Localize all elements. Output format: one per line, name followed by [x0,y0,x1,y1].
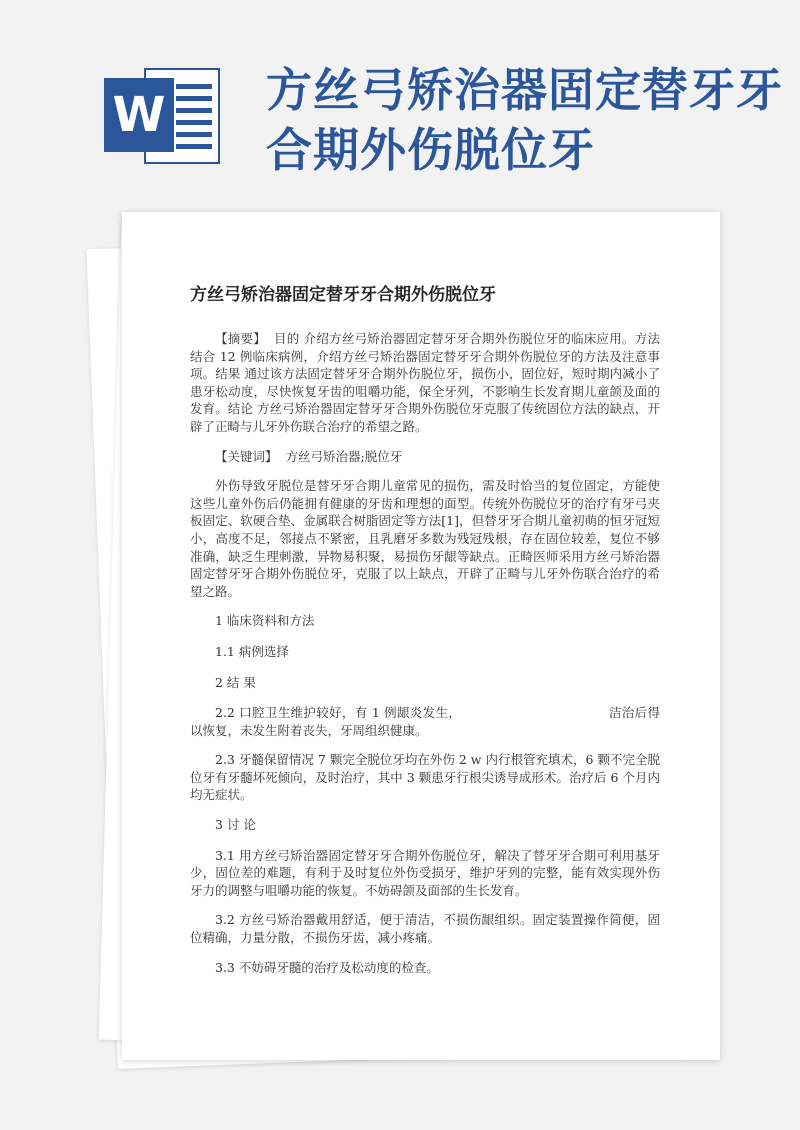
abstract-text: 目的 介绍方丝弓矫治器固定替牙牙合期外伤脱位牙的临床应用。方法 结合 12 例临床病例，介绍方丝弓矫治器固定替牙牙合期外伤脱位牙的方法及注意事项。结果 通过该方法固定替牙牙合期外伤脱位牙，损伤小，固位好，短时期内减小了患牙松动度，尽快恢复牙齿的咀嚼功能，保全牙列，不影响生长发育期儿童颌及面的发育。结论 方丝弓矫治器固定替牙牙合期外伤脱位牙克服了传统固位方法的缺点，开辟了正畸与儿牙外伤联合治疗的希望之路。 [190,331,660,434]
section-heading: 1.1 病例选择 [215,643,289,659]
document-title: 方丝弓矫治器固定替牙牙合期外伤脱位牙 [190,285,496,305]
page-header [0,0,800,200]
result-paragraph: 2.2 口腔卫生维护较好，有 1 例龈炎发生， 洁治后得以恢复，未发生附着丧失，牙周组织健康。 [190,705,660,738]
section-heading: 3 讨 论 [215,817,256,833]
document-page [122,212,720,1060]
section-heading: 1 临床资料和方法 [215,613,315,629]
discussion-paragraph: 3.2 方丝弓矫治器戴用舒适，便于清洁，不损伤龈组织。固定装置操作简便，固位精确，力量分散，不损伤牙齿，减小疼痛。 [190,912,660,946]
discussion-paragraph: 3.3 不妨碍牙髓的治疗及松动度的检查。 [215,959,439,975]
keywords-text: 方丝弓矫治器;脱位牙 [285,448,403,464]
document-body [190,330,660,988]
keywords-tag: 【关键词】 [215,448,278,464]
word-w-tile: W [104,78,174,152]
header-title: 方丝弓矫治器固定替牙牙合期外伤脱位牙 [266,63,783,177]
word-icon [104,60,222,170]
discussion-paragraph: 3.1 用方丝弓矫治器固定替牙牙合期外伤脱位牙，解决了替牙牙合期可利用基牙少，固位差的难题，有利于及时复位外伤受损牙，维护牙列的完整，能有效实现外伤牙力的调整与咀嚼功能的恢复。不妨碍颌及面部的生长发育。 [190,847,660,898]
abstract-tag: 【摘要】 [215,331,266,346]
section-heading: 2 结 果 [215,674,256,690]
intro-paragraph: 外伤导致牙脱位是替牙牙合期儿童常见的损伤，需及时恰当的复位固定，方能使这些儿童外伤后仍能拥有健康的牙齿和理想的面型。传统外伤脱位牙的治疗有牙弓夹板固定、软硬合垫、金属联合树脂固定等方法[1]，但替牙牙合期儿童初萌的恒牙冠短小，高度不足，邻接点不紧密，且乳磨牙多数为残冠残根，存在固位较差，复位不够准确，缺乏生理刺激，异物易积聚，易损伤牙龈等缺点。正畸医师采用方丝弓矫治器固定替牙牙合期外伤脱位牙，克服了以上缺点，开辟了正畸与儿牙外伤联合治疗的希望之路。 [190,478,660,599]
abstract-paragraph [190,330,660,436]
result-paragraph: 2.3 牙髓保留情况 7 颗完全脱位牙均在外伤 2 w 内行根管充填术，6 颗不完全脱位牙有牙髓坏死倾向，及时治疗，其中 3 颗患牙行根尖诱导成形术。治疗后 6 个月内均无症状。 [190,752,660,803]
keywords-paragraph [190,448,660,466]
